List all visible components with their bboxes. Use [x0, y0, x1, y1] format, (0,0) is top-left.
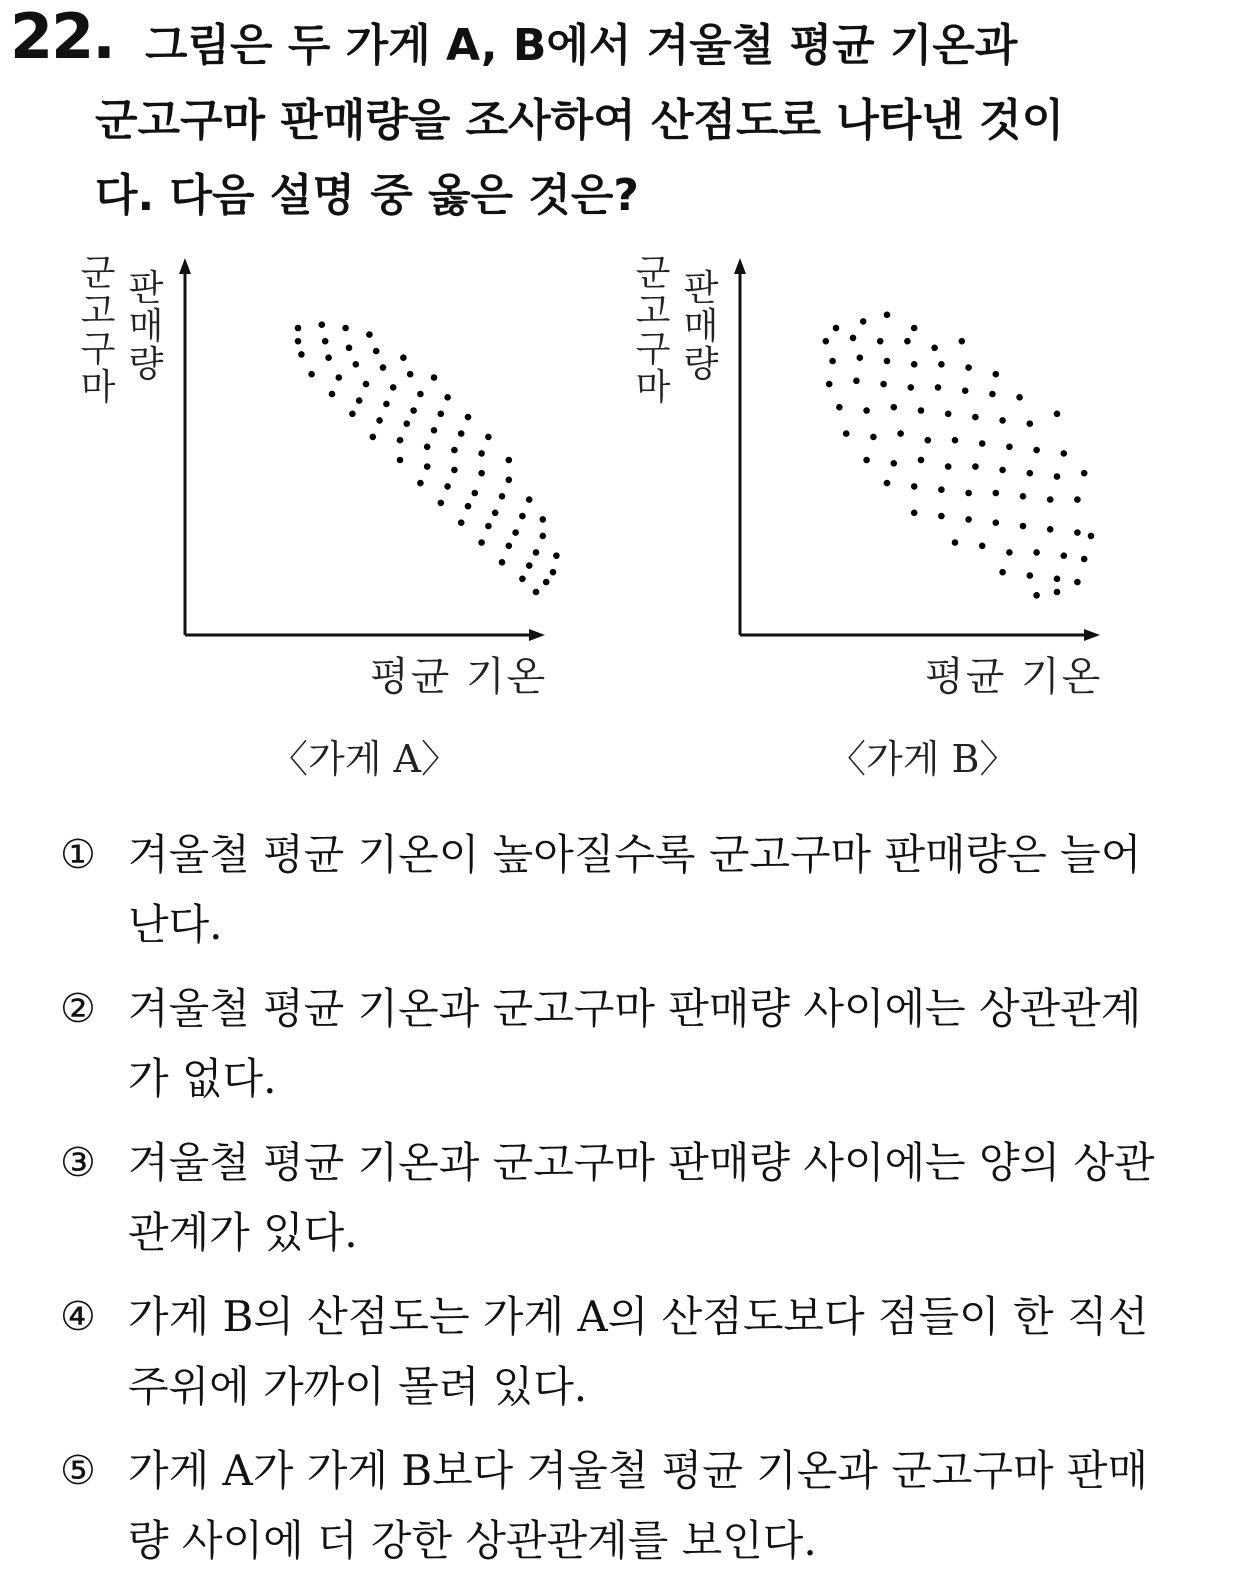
scatter-point [833, 325, 840, 332]
scatter-point [417, 391, 424, 398]
scatter-point [506, 477, 513, 484]
scatter-point [952, 437, 959, 444]
scatter-point [519, 513, 526, 520]
option-1[interactable] [60, 820, 1180, 960]
scatter-point [1054, 473, 1061, 480]
scatter-point [465, 414, 472, 421]
scatter-point [1006, 444, 1013, 451]
scatter-point [404, 420, 411, 427]
scatter-point [329, 391, 336, 398]
scatter-point [1081, 556, 1088, 563]
y-axis-label-col2: 판매량 [128, 268, 164, 385]
scatter-point [1033, 447, 1040, 454]
scatter-point [904, 338, 911, 345]
option-text: 가게 B의 산점도는 가게 A의 산점도보다 점들이 한 직선 주위에 가까이 몰려 있다. [128, 1292, 1149, 1411]
scatter-point [485, 523, 492, 530]
scatter-point [478, 450, 485, 457]
scatter-point [349, 411, 356, 418]
scatter-point [366, 331, 373, 338]
scatter-point [1016, 394, 1023, 401]
scatter-point [918, 407, 925, 414]
scatter-point [407, 371, 414, 378]
scatter-point [972, 414, 979, 421]
scatter-point [478, 470, 485, 477]
question-text [95, 8, 1205, 233]
scatter-point [356, 397, 363, 404]
scatter-point [952, 539, 959, 546]
y-axis-arrow [734, 258, 746, 274]
scatter-point [424, 463, 431, 470]
scatter-point [526, 496, 533, 503]
scatter-point [829, 358, 836, 365]
scatter-point [526, 562, 533, 569]
scatter-point [336, 374, 343, 381]
scatter-point [897, 430, 904, 437]
y-axis-arrow [179, 258, 191, 274]
option-text: 겨울철 평균 기온과 군고구마 판매량 사이에는 양의 상관관계가 있다. [128, 1138, 1155, 1257]
scatter-point [1074, 496, 1081, 503]
option-3[interactable] [60, 1128, 1180, 1268]
scatter-point [863, 407, 870, 414]
scatter-point [1006, 549, 1013, 556]
option-5[interactable] [60, 1436, 1180, 1576]
scatter-point [884, 358, 891, 365]
scatter-point [295, 338, 302, 345]
scatter-point [989, 391, 996, 398]
scatter-point [880, 381, 887, 388]
scatter-point [322, 338, 329, 345]
scatter-point [965, 364, 972, 371]
scatter-point [999, 467, 1006, 474]
scatter-point [1054, 576, 1061, 583]
scatter-point [363, 381, 370, 388]
scatter-point [458, 430, 465, 437]
scatter-point [458, 519, 465, 526]
scatter-point [1074, 529, 1081, 536]
scatter-point [451, 467, 458, 474]
scatter-point [843, 430, 850, 437]
option-text: 겨울철 평균 기온과 군고구마 판매량 사이에는 상관관계가 없다. [128, 984, 1142, 1103]
scatter-point [945, 411, 952, 418]
scatter-point [860, 318, 867, 325]
option-number: ② [60, 986, 96, 1032]
option-text: 가게 A가 가게 B보다 겨울철 평균 기온과 군고구마 판매량 사이에 더 강한 상관관계를 보인다. [128, 1446, 1149, 1565]
question-number: 22. [10, 0, 114, 73]
y-axis-label-col1: 군고구마 [80, 253, 116, 408]
scatter-point [370, 434, 377, 441]
option-text: 겨울철 평균 기온이 높아질수록 군고구마 판매량은 늘어난다. [128, 830, 1142, 949]
scatter-point [397, 457, 404, 464]
scatter-point [325, 354, 332, 361]
scatter-point [431, 427, 438, 434]
scatter-point [472, 490, 479, 497]
question-line-2: 군고구마 판매량을 조사하여 산점도로 나타낸 것이 [95, 95, 1065, 146]
question-line-1: 그림은 두 가게 A, B에서 겨울철 평균 기온과 [145, 20, 1018, 71]
x-axis-arrow [1084, 629, 1100, 641]
scatter-point [485, 434, 492, 441]
y-axis-label-col2: 판매량 [683, 268, 719, 385]
scatter-point [438, 500, 445, 507]
scatter-point [1027, 470, 1034, 477]
scatter-point [870, 434, 877, 441]
scatter-point [999, 569, 1006, 576]
scatter-point [1020, 493, 1027, 500]
scatter-point [519, 576, 526, 583]
scatter-point [512, 529, 519, 536]
scatter-point [850, 335, 857, 342]
scatter-point [823, 338, 830, 345]
scatter-point [298, 351, 305, 358]
scatter-point [1027, 572, 1034, 579]
scatter-point [431, 374, 438, 381]
scatter-point [891, 404, 898, 411]
scatter-point [308, 371, 315, 378]
scatter-point [319, 321, 326, 328]
scatter-point [438, 411, 445, 418]
scatter-point [451, 447, 458, 454]
scatter-point [390, 384, 397, 391]
scatter-point [410, 407, 417, 414]
scatter-point [1061, 450, 1068, 457]
scatter-point [836, 404, 843, 411]
scatter-point [444, 394, 451, 401]
scatter-point [424, 444, 431, 451]
scatter-point [884, 480, 891, 487]
scatter-point [1033, 549, 1040, 556]
scatter-point [972, 463, 979, 470]
scatter-point [935, 384, 942, 391]
scatter-point [533, 589, 540, 596]
scatter-point [499, 559, 506, 566]
scatter-point [1061, 552, 1068, 559]
scatter-point [911, 325, 918, 332]
scatter-point [1020, 523, 1027, 530]
scatter-point [993, 490, 1000, 497]
scatter-point [553, 552, 560, 559]
scatter-point [857, 354, 864, 361]
scatter-point [342, 325, 349, 332]
scatter-plot-store-b [625, 250, 1165, 720]
scatter-point [863, 457, 870, 464]
scatter-point [938, 486, 945, 493]
scatter-point [550, 569, 557, 576]
scatter-point [826, 381, 833, 388]
scatter-point [376, 417, 383, 424]
scatter-point [499, 493, 506, 500]
question-line-3: 다. 다음 설명 중 옳은 것은? [95, 170, 639, 221]
scatter-point [1081, 470, 1088, 477]
option-number: ③ [60, 1140, 96, 1186]
scatter-point [884, 312, 891, 319]
scatter-point [383, 401, 390, 408]
scatter-point [543, 579, 550, 586]
scatter-point [965, 516, 972, 523]
scatter-point [373, 348, 380, 355]
option-number: ⑤ [60, 1448, 96, 1494]
y-axis-label-col1: 군고구마 [635, 253, 671, 408]
scatter-point [993, 371, 1000, 378]
scatter-point [962, 387, 969, 394]
scatter-point [938, 513, 945, 520]
scatter-point [380, 364, 387, 371]
scatter-point [295, 325, 302, 332]
scatter-point [1027, 420, 1034, 427]
scatter-point [397, 437, 404, 444]
x-axis-label: 평균 기온 [925, 654, 1103, 700]
scatter-point [911, 510, 918, 517]
scatter-point [533, 549, 540, 556]
scatter-point [993, 519, 1000, 526]
scatter-point [965, 490, 972, 497]
scatter-point [877, 338, 884, 345]
scatter-point [999, 417, 1006, 424]
option-4[interactable] [60, 1282, 1180, 1422]
scatter-point [1074, 579, 1081, 586]
scatter-point [1054, 411, 1061, 418]
scatter-point [925, 437, 932, 444]
scatter-point [346, 345, 353, 352]
scatter-plot-store-a [70, 250, 610, 720]
scatter-point [400, 354, 407, 361]
scatter-point [540, 516, 547, 523]
scatter-point [1047, 526, 1054, 533]
scatter-point [931, 345, 938, 352]
scatter-point [353, 361, 360, 368]
x-axis-label: 평균 기온 [370, 654, 548, 700]
x-axis-arrow [529, 629, 545, 641]
scatter-point [908, 384, 915, 391]
scatter-point [1033, 592, 1040, 599]
scatter-point [853, 378, 860, 385]
option-number: ① [60, 832, 96, 878]
scatter-point [1047, 496, 1054, 503]
scatter-point [979, 543, 986, 550]
scatter-point [506, 543, 513, 550]
scatter-point [1054, 589, 1061, 596]
answer-options [60, 820, 1180, 1590]
scatter-point [1088, 533, 1095, 540]
scatter-point [938, 361, 945, 368]
option-2[interactable] [60, 974, 1180, 1114]
scatter-point [945, 463, 952, 470]
scatter-point [444, 483, 451, 490]
scatter-point [540, 533, 547, 540]
scatter-point [492, 510, 499, 517]
scatter-point [911, 361, 918, 368]
scatter-point [478, 539, 485, 546]
scatter-point [417, 480, 424, 487]
scatter-point [959, 338, 966, 345]
scatter-point [918, 457, 925, 464]
scatter-point [979, 440, 986, 447]
scatter-point [891, 460, 898, 467]
caption-store-a: 〈가게 A〉 [270, 737, 459, 781]
scatter-point [465, 503, 472, 510]
scatter-point [911, 483, 918, 490]
scatter-point [506, 457, 513, 464]
caption-store-b: 〈가게 B〉 [828, 737, 1018, 781]
option-number: ④ [60, 1294, 96, 1340]
